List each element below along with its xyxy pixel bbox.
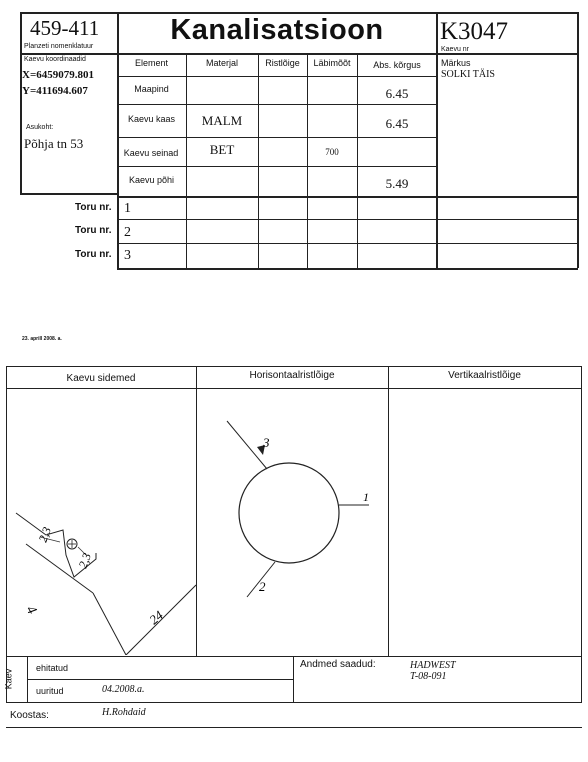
row-maapind-korgus: 6.45 [385, 86, 409, 101]
left-label-2: 2,3 [75, 551, 94, 571]
row-maapind-element: Maapind [134, 84, 169, 94]
coord-x: X=6459079.801 [22, 69, 94, 81]
row-kaas-element: Kaevu kaas [127, 114, 176, 124]
well-caption: Kaevu nr [441, 46, 470, 53]
well-id: K3047 [440, 18, 509, 45]
col-header-materjal: Materjal [205, 58, 238, 68]
left-label-4: 24 [146, 607, 166, 628]
surveyed-value: 04.2008.a. [102, 684, 145, 695]
data-source-value-1: HADWEST [410, 660, 456, 671]
pipe-3-tag: 3 [263, 435, 270, 450]
row-seinad-materjal: BET [209, 142, 235, 157]
pipe-2-no: 2 [124, 225, 131, 240]
pipe-1-tag: 1 [363, 490, 369, 504]
pipe-1-label: Toru nr. [75, 202, 112, 213]
coord-y: Y=411694.607 [22, 85, 88, 97]
author-label: Koostas: [10, 710, 49, 721]
col-header-ristloige: Ristlõige [265, 58, 300, 68]
row-seinad-labimoot: 700 [325, 147, 339, 157]
remark-value: SOLKI TÄIS [441, 69, 495, 80]
pipe-3-no: 3 [124, 248, 131, 263]
left-label-1: 2,3 [35, 525, 54, 545]
row-kaas-materjal: MALM [201, 113, 243, 128]
col-header-markus: Märkus [441, 58, 471, 68]
coords-caption: Kaevu koordinaadid [24, 56, 86, 63]
surveyed-label: uuritud [36, 686, 64, 696]
pipe-3-label: Toru nr. [75, 249, 112, 260]
location-caption: Asukoht: [26, 124, 54, 131]
row-pohi-korgus: 5.49 [385, 176, 409, 191]
col-header-labimoot: Läbimõõt [313, 58, 351, 68]
location-value: Põhja tn 53 [24, 136, 84, 151]
built-label: ehitatud [36, 663, 69, 673]
left-label-3: 4 [22, 603, 40, 618]
horizontal-section-sketch [197, 389, 388, 655]
section-header-left: Kaevu sidemed [66, 373, 136, 384]
section-header-middle: Horisontaalristlõige [249, 370, 335, 381]
row-pohi-element: Kaevu põhi [128, 175, 175, 185]
author-value: H.Rohdaid [102, 707, 146, 718]
sheet-caption: Planzeti nomenklatuur [24, 43, 94, 50]
col-header-korgus: Abs. kõrgus [373, 60, 421, 70]
section-header-right: Vertikaalristlõige [448, 370, 521, 381]
connections-sketch [6, 389, 196, 655]
page-title: Kanalisatsioon [170, 14, 384, 46]
col-header-element: Element [134, 58, 169, 68]
row-seinad-element: Kaevu seinad [123, 148, 179, 158]
data-source-value-2: T-08-091 [410, 671, 447, 682]
date-stamp: 23. aprill 2008. a. [22, 336, 62, 342]
pipe-2-tag: 2 [259, 579, 266, 594]
pipe-1-no: 1 [124, 201, 131, 216]
row-kaas-korgus: 6.45 [385, 116, 409, 131]
side-label: Kaev [3, 668, 14, 690]
pipe-2-label: Toru nr. [75, 225, 112, 236]
data-source-label: Andmed saadud: [300, 659, 376, 670]
sheet-number: 459-411 [30, 16, 100, 40]
